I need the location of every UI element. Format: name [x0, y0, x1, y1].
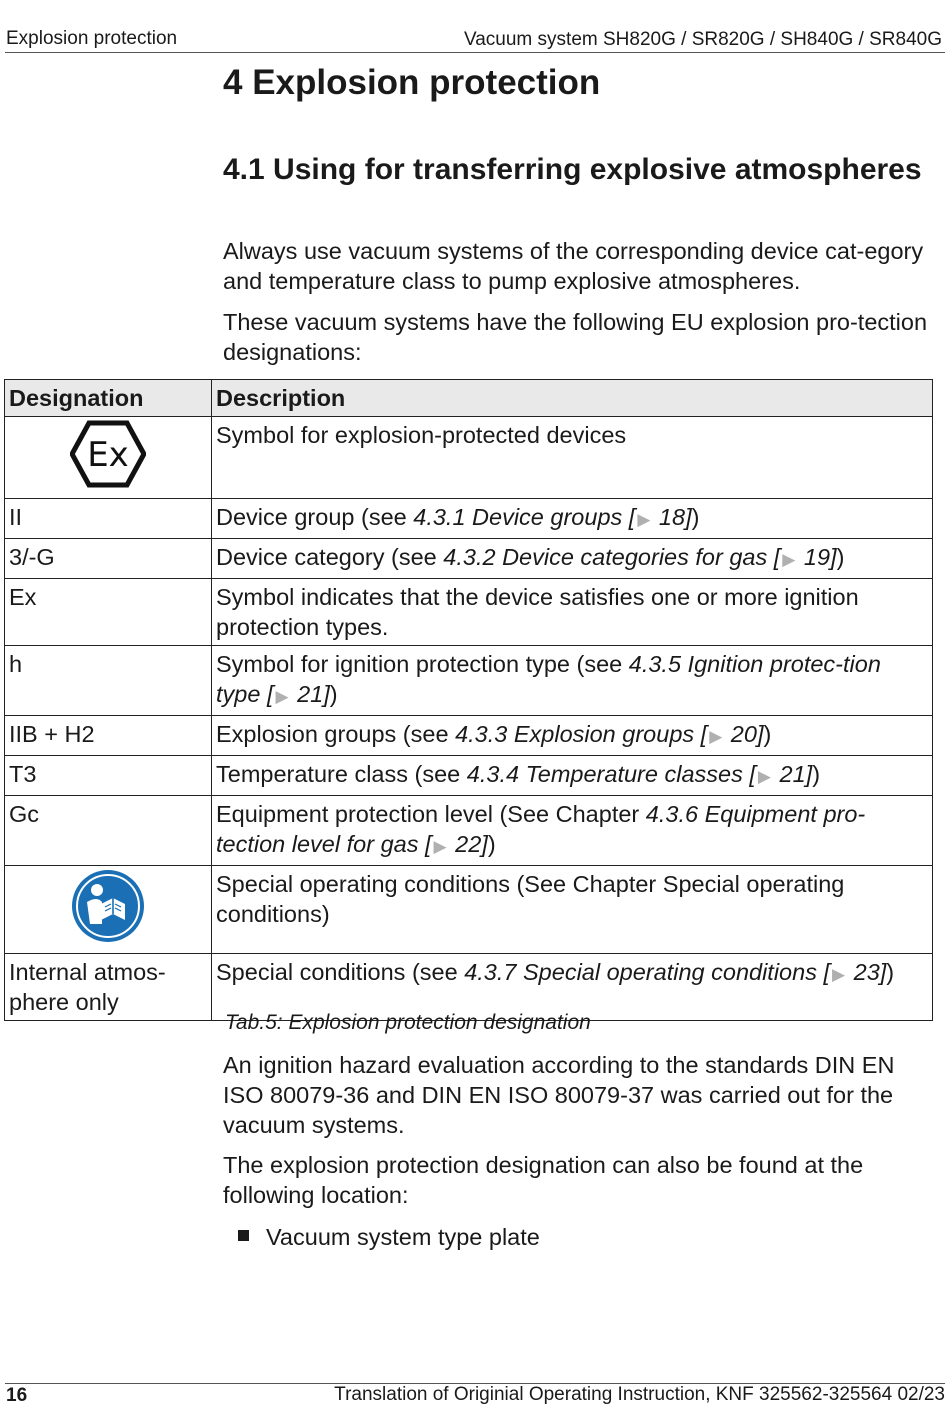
- designation-cell: Gc: [5, 796, 212, 866]
- description-cell: Special operating conditions (See Chapter Special operating conditions): [212, 866, 933, 954]
- table-row: [5, 417, 933, 499]
- description-cell: Device group (see 4.3.1 Device groups [ ▶ 18]): [212, 499, 933, 539]
- designation-cell: Internal atmos-phere only: [5, 954, 212, 1021]
- designation-cell: h: [5, 646, 212, 716]
- table-row: [5, 646, 933, 716]
- description-cell: Device category (see 4.3.2 Device categories for gas [ ▶ 19]): [212, 539, 933, 579]
- page-arrow-icon: ▶: [757, 767, 771, 786]
- column-header-designation: Designation: [5, 380, 212, 417]
- running-header-document: Vacuum system SH820G / SR820G / SH840G / SR840G: [463, 29, 942, 50]
- table-header-row: [5, 380, 933, 417]
- page-arrow-icon: ▶: [709, 727, 723, 746]
- cross-reference-link[interactable]: 4.3.7 Special operating conditions [: [464, 959, 831, 985]
- designation-cell: 3/-G: [5, 539, 212, 579]
- page-number: 16: [6, 1385, 28, 1406]
- page-arrow-icon: ▶: [832, 965, 846, 984]
- table-row: [5, 579, 933, 646]
- intro-paragraph-2: These vacuum systems have the following EU explosion pro-tection designations:: [223, 309, 928, 365]
- ex-symbol-icon: [70, 419, 146, 489]
- description-cell: Temperature class (see 4.3.4 Temperature classes [ ▶ 21]): [212, 756, 933, 796]
- table-row: [5, 796, 933, 866]
- cross-reference-link[interactable]: 4.3.1 Device groups [: [413, 504, 636, 530]
- cross-reference-link[interactable]: 4.3.3 Explosion groups [: [455, 721, 708, 747]
- description-cell: Special conditions (see 4.3.7 Special operating conditions [ ▶ 23]): [212, 954, 933, 1021]
- page-arrow-icon: ▶: [637, 510, 651, 529]
- table-row: [5, 866, 933, 954]
- table-caption: Tab.5: Explosion protection designation: [225, 1011, 591, 1034]
- section-title: 4.1 Using for transferring explosive atmospheres: [223, 153, 922, 186]
- designation-cell: Ex: [5, 579, 212, 646]
- chapter-title: 4 Explosion protection: [223, 63, 601, 102]
- evaluation-paragraph: An ignition hazard evaluation according to the standards DIN EN ISO 80079-36 and DIN EN ISO 80079-37 was carried out for the vacuum systems.: [223, 1052, 895, 1138]
- description-cell: Equipment protection level (See Chapter 4.3.6 Equipment pro-tection level for gas [ ▶ 22]): [212, 796, 933, 866]
- table-row: [5, 716, 933, 756]
- cross-reference-link[interactable]: 4.3.5 Ignition protec-tion type [: [216, 651, 881, 707]
- description-cell: Symbol indicates that the device satisfies one or more ignition protection types.: [212, 579, 933, 646]
- cross-reference-link[interactable]: 4.3.4 Temperature classes [: [466, 761, 756, 787]
- table-row: [5, 756, 933, 796]
- designation-table: [4, 379, 933, 1021]
- page-arrow-icon: ▶: [275, 687, 289, 706]
- footer-document-info: Translation of Originial Operating Instruction, KNF 325562-325564 02/23: [334, 1384, 945, 1405]
- description-cell: Symbol for ignition protection type (see 4.3.5 Ignition protec-tion type [ ▶ 21]): [212, 646, 933, 716]
- designation-cell: IIB + H2: [5, 716, 212, 756]
- designation-cell: [5, 417, 212, 499]
- list-item: Vacuum system type plate: [238, 1222, 540, 1252]
- table-row: [5, 539, 933, 579]
- page-arrow-icon: ▶: [782, 550, 796, 569]
- description-cell: Explosion groups (see 4.3.3 Explosion groups [ ▶ 20]): [212, 716, 933, 756]
- column-header-description: Description: [212, 380, 933, 417]
- designation-cell: II: [5, 499, 212, 539]
- description-cell: Symbol for explosion-protected devices: [212, 417, 933, 499]
- location-paragraph: The explosion protection designation can also be found at the following location:: [223, 1152, 864, 1208]
- header-divider: [5, 52, 945, 53]
- designation-cell: T3: [5, 756, 212, 796]
- svg-text:Ex: Ex: [87, 435, 129, 475]
- page-arrow-icon: ▶: [433, 837, 447, 856]
- running-header-section: Explosion protection: [6, 28, 178, 49]
- cross-reference-link[interactable]: 4.3.2 Device categories for gas [: [443, 544, 781, 570]
- intro-paragraph-1: Always use vacuum systems of the corresponding device cat-egory and temperature class to pump explosive atmospheres.: [223, 238, 924, 294]
- designation-cell: [5, 866, 212, 954]
- bullet-square-icon: [238, 1230, 249, 1241]
- table-row: [5, 499, 933, 539]
- cross-reference-link[interactable]: 4.3.6 Equipment pro-tection level for gas [: [216, 801, 866, 857]
- read-manual-icon: [70, 868, 146, 944]
